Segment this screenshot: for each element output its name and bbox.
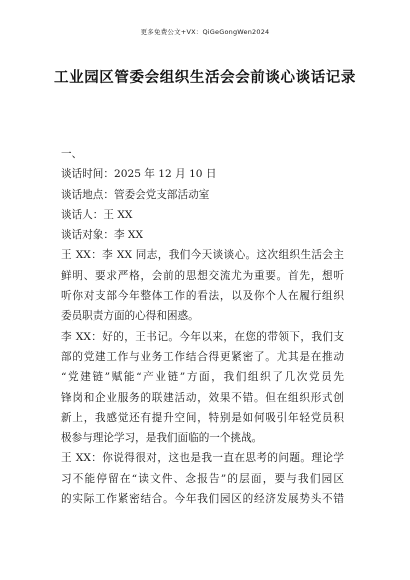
header-note: 更多免费公文+VX：QiGeGongWen2024: [140, 28, 270, 36]
body-line: 听你对支部今年整体工作的看法，以及你个人在履行组织: [61, 290, 344, 303]
body-line: 委员职责方面的心得和困惑。: [61, 310, 199, 323]
meta-location: 谈话地点：管委会党支部活动室: [61, 188, 210, 201]
body-line: 王 XX：你说得很对，这也是我一直在思考的问题。理论学: [61, 452, 344, 465]
meta-interviewer: 谈话人：王 XX: [61, 208, 133, 221]
body-line: 锋岗和企业服务的联建活动，效果不错。但在组织形式创: [61, 391, 344, 404]
section-heading: 一、: [61, 148, 83, 160]
document-body: [61, 144, 344, 509]
body-line: 李 XX：好的，王书记。今年以来，在您的带领下，我们支: [61, 330, 344, 343]
body-line: 王 XX：李 XX 同志，我们今天谈谈心。这次组织生活会主: [61, 249, 344, 262]
body-line: “党建链”赋能“产业链”方面，我们组织了几次党员先: [61, 371, 344, 384]
body-line: 习不能停留在“读文件、念报告”的层面，要与我们园区: [61, 472, 344, 485]
meta-interviewee: 谈话对象：李 XX: [61, 229, 144, 242]
body-line: 极参与理论学习，是我们面临的一个挑战。: [61, 432, 263, 445]
body-line: 鲜明、要求严格，会前的思想交流尤为重要。首先，想听: [61, 269, 344, 282]
body-line: 的实际工作紧密结合。今年我们园区的经济发展势头不错: [61, 493, 344, 506]
body-line: 部的党建工作与业务工作结合得更紧密了。尤其是在推动: [61, 350, 344, 363]
meta-time: 谈话时间：2025 年 12 月 10 日: [61, 168, 217, 181]
body-line: 新上，我感觉还有提升空间，特别是如何吸引年轻党员积: [61, 411, 344, 424]
document-title: 工业园区管委会组织生活会会前谈心谈话记录: [54, 70, 356, 86]
